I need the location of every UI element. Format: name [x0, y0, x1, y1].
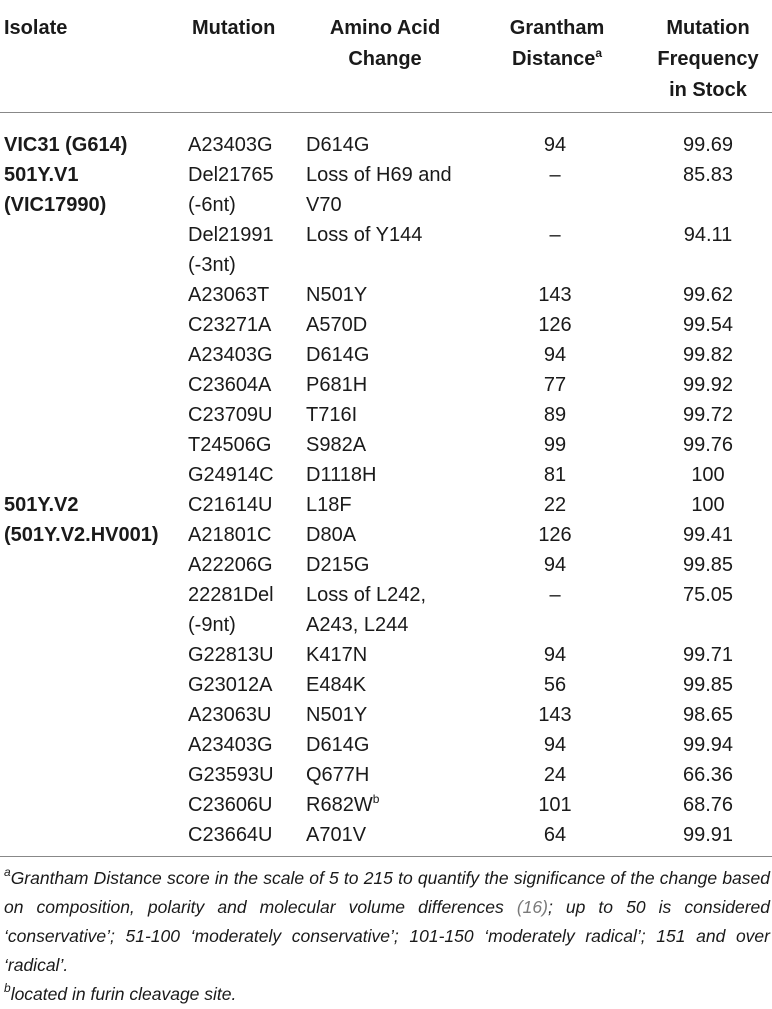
cell-amino-acid-change-text: L18F [306, 494, 352, 516]
cell-grantham-distance [488, 220, 622, 250]
cell-amino-acid-change-line [306, 760, 369, 790]
cell-amino-acid-change [306, 130, 369, 160]
cell-amino-acid-change [306, 670, 366, 700]
header-mf-line3: in Stock [669, 79, 747, 101]
cell-mutation-frequency [648, 520, 768, 550]
cell-mutation-frequency-line: 99.94 [682, 734, 734, 756]
cell-mutation-frequency-line: 99.82 [682, 344, 734, 366]
cell-amino-acid-change-text: T716I [306, 404, 358, 426]
cell-mutation [188, 160, 274, 220]
cell-mutation-line: A21801C [188, 524, 272, 546]
cell-amino-acid-change [306, 790, 379, 820]
cell-amino-acid-change [306, 820, 366, 850]
cell-grantham-distance-line: 94 [543, 554, 567, 576]
cell-mutation-line: (-3nt) [188, 254, 236, 276]
cell-mutation-frequency [648, 160, 768, 190]
cell-amino-acid-change [306, 760, 369, 790]
cell-mutation [188, 640, 274, 670]
cell-grantham-distance [488, 460, 622, 490]
table-header [0, 0, 772, 113]
cell-grantham-distance [488, 550, 622, 580]
cell-mutation-frequency-line: 99.41 [682, 524, 734, 546]
cell-mutation-line: A23063U [188, 704, 272, 726]
cell-amino-acid-change-text: Loss of Y144 [306, 224, 423, 246]
cell-mutation-frequency-line: 99.69 [682, 134, 734, 156]
header-gd-text: Distance [511, 48, 596, 70]
cell-amino-acid-change [306, 520, 356, 550]
cell-amino-acid-change-line [306, 400, 357, 430]
cell-mutation-line: Del21765 [188, 164, 274, 186]
cell-mutation-frequency [648, 730, 768, 760]
cell-amino-acid-change-line: V70 [306, 194, 342, 216]
cell-mutation-frequency [648, 370, 768, 400]
cell-grantham-distance-line: 24 [543, 764, 567, 786]
cell-grantham-distance [488, 130, 622, 160]
cell-mutation-frequency-line: 99.85 [682, 674, 734, 696]
cell-mutation-line: G23593U [188, 764, 274, 786]
cell-amino-acid-change-line [306, 520, 356, 550]
cell-mutation-line: G22813U [188, 644, 274, 666]
cell-mutation [188, 460, 274, 490]
cell-mutation-frequency [648, 790, 768, 820]
cell-grantham-distance [488, 790, 622, 820]
cell-amino-acid-change [306, 460, 376, 490]
cell-amino-acid-change-line [306, 790, 379, 820]
cell-amino-acid-change-text: D614G [306, 344, 370, 366]
cell-isolate [4, 130, 127, 160]
cell-isolate [4, 160, 106, 220]
cell-mutation-frequency-line: 99.62 [682, 284, 734, 306]
cell-mutation [188, 130, 273, 160]
cell-grantham-distance [488, 160, 622, 190]
cell-mutation-frequency-line: 66.36 [682, 764, 734, 786]
cell-isolate [4, 490, 159, 550]
cell-grantham-distance [488, 670, 622, 700]
cell-mutation-frequency [648, 670, 768, 700]
cell-amino-acid-change [306, 370, 367, 400]
cell-amino-acid-change-text: P681H [306, 374, 368, 396]
cell-mutation-frequency [648, 640, 768, 670]
cell-mutation-frequency [648, 490, 768, 520]
cell-mutation-line: C21614U [188, 494, 273, 516]
cell-mutation-line: (-9nt) [188, 614, 236, 636]
cell-isolate-line: 501Y.V2 [4, 494, 79, 516]
cell-grantham-distance-line: 143 [538, 284, 572, 306]
cell-isolate-line: (501Y.V2.HV001) [4, 524, 159, 546]
cell-mutation [188, 520, 271, 550]
cell-mutation-line: C23606U [188, 794, 273, 816]
cell-mutation-frequency-line: 99.91 [682, 824, 734, 846]
cell-grantham-distance [488, 640, 622, 670]
cell-amino-acid-change [306, 400, 357, 430]
cell-mutation-line: C23271A [188, 314, 272, 336]
header-aa-line2: Change [348, 48, 422, 70]
cell-mutation-frequency-line: 99.92 [682, 374, 734, 396]
cell-amino-acid-change [306, 580, 426, 640]
cell-grantham-distance [488, 580, 622, 610]
cell-amino-acid-change-text: R682W [306, 794, 373, 816]
header-grantham-distance [488, 13, 626, 75]
cell-grantham-distance [488, 520, 622, 550]
cell-amino-acid-change-text: N501Y [306, 704, 368, 726]
footnote-a-marker: a [4, 865, 11, 879]
cell-grantham-distance-line: 94 [543, 644, 567, 666]
cell-grantham-distance-line: 126 [538, 314, 572, 336]
cell-grantham-distance-line: 99 [543, 434, 567, 456]
cell-grantham-distance-line: 77 [543, 374, 567, 396]
cell-amino-acid-change-text: E484K [306, 674, 367, 696]
cell-grantham-distance-line: 94 [543, 134, 567, 156]
cell-amino-acid-change [306, 280, 367, 310]
cell-grantham-distance-line: 143 [538, 704, 572, 726]
cell-mutation-frequency-line: 85.83 [682, 164, 734, 186]
cell-amino-acid-change [306, 310, 367, 340]
cell-amino-acid-change-line [306, 220, 422, 250]
cell-mutation-frequency-line: 100 [691, 494, 725, 516]
cell-grantham-distance [488, 490, 622, 520]
cell-mutation-line: C23709U [188, 404, 273, 426]
cell-amino-acid-change-text: Loss of L242, [306, 584, 427, 606]
cell-amino-acid-change-line [306, 160, 452, 190]
cell-amino-acid-change [306, 490, 352, 520]
cell-grantham-distance-line: – [549, 164, 561, 186]
cell-mutation-line: A23403G [188, 734, 273, 756]
cell-mutation [188, 670, 273, 700]
footnote-b-text: located in furin cleavage site. [10, 984, 237, 1004]
header-gd-line2 [488, 44, 626, 75]
cell-mutation [188, 700, 271, 730]
cell-amino-acid-change-line [306, 370, 367, 400]
cell-amino-acid-change-text: A701V [306, 824, 367, 846]
cell-mutation-frequency-line: 75.05 [682, 584, 734, 606]
header-mutation-frequency [648, 13, 768, 106]
cell-mutation-frequency [648, 280, 768, 310]
cell-mutation [188, 820, 273, 850]
cell-mutation-frequency-line: 100 [691, 464, 725, 486]
cell-amino-acid-change [306, 340, 369, 370]
cell-amino-acid-change-line [306, 640, 367, 670]
cell-grantham-distance-line: 64 [543, 824, 567, 846]
cell-amino-acid-change-text: Loss of H69 and [306, 164, 452, 186]
cell-mutation-line: C23604A [188, 374, 272, 396]
cell-amino-acid-change-line [306, 310, 367, 340]
cell-amino-acid-change-line [306, 820, 366, 850]
footnote-a-text: Grantham Distance score in the scale of 5 to 215 to quantify the significance of the change based on composition, polarity and molecular volume differences [4, 868, 770, 917]
cell-grantham-distance-line: 56 [543, 674, 567, 696]
cell-mutation-line: T24506G [188, 434, 272, 456]
cell-amino-acid-change [306, 730, 369, 760]
cell-mutation-frequency-line: 94.11 [683, 224, 733, 246]
cell-mutation [188, 580, 274, 640]
header-mf-line1: Mutation [666, 17, 750, 39]
cell-grantham-distance-line: – [549, 584, 561, 606]
footnotes [4, 864, 770, 1009]
cell-mutation [188, 490, 273, 520]
cell-grantham-distance-line: 81 [543, 464, 567, 486]
cell-amino-acid-change-text: K417N [306, 644, 368, 666]
cell-mutation-line: A23403G [188, 344, 273, 366]
cell-amino-acid-change-line [306, 490, 352, 520]
cell-grantham-distance [488, 820, 622, 850]
cell-amino-acid-change [306, 160, 452, 220]
footnote-a [4, 864, 770, 980]
cell-mutation-frequency [648, 340, 768, 370]
cell-mutation [188, 220, 274, 280]
footnote-a-reference-link[interactable]: (16) [516, 897, 548, 917]
cell-amino-acid-change-line [306, 340, 369, 370]
cell-mutation-frequency [648, 220, 768, 250]
cell-mutation-frequency [648, 400, 768, 430]
cell-mutation [188, 310, 271, 340]
cell-mutation [188, 340, 273, 370]
footnote-b-marker: b [4, 981, 11, 995]
cell-mutation-line: G23012A [188, 674, 273, 696]
cell-amino-acid-change-footnote-marker: b [372, 792, 380, 806]
cell-amino-acid-change-line [306, 580, 426, 610]
header-mutation: Mutation [192, 17, 276, 39]
cell-mutation-frequency-line: 99.85 [682, 554, 734, 576]
header-gd-footnote-marker: a [595, 46, 603, 60]
cell-amino-acid-change-text: Q677H [306, 764, 370, 786]
cell-amino-acid-change-text: S982A [306, 434, 367, 456]
cell-amino-acid-change-line [306, 730, 369, 760]
cell-amino-acid-change-text: A570D [306, 314, 368, 336]
cell-mutation-frequency-line: 99.71 [682, 644, 734, 666]
cell-amino-acid-change-text: D215G [306, 554, 370, 576]
cell-grantham-distance [488, 280, 622, 310]
cell-mutation-frequency-line: 99.72 [682, 404, 734, 426]
header-gd-line1: Grantham [509, 17, 605, 39]
cell-amino-acid-change-line [306, 460, 376, 490]
cell-amino-acid-change [306, 550, 369, 580]
cell-mutation-frequency [648, 700, 768, 730]
cell-grantham-distance-line: – [549, 224, 561, 246]
cell-grantham-distance [488, 370, 622, 400]
cell-grantham-distance [488, 400, 622, 430]
cell-mutation [188, 730, 273, 760]
cell-grantham-distance-line: 101 [538, 794, 572, 816]
cell-mutation [188, 790, 273, 820]
cell-amino-acid-change-text: D80A [306, 524, 357, 546]
cell-mutation-frequency-line: 98.65 [682, 704, 734, 726]
cell-amino-acid-change-text: N501Y [306, 284, 368, 306]
cell-isolate-line: (VIC17990) [4, 194, 107, 216]
cell-mutation-line: G24914C [188, 464, 274, 486]
cell-mutation [188, 550, 273, 580]
cell-mutation-frequency [648, 550, 768, 580]
cell-grantham-distance [488, 760, 622, 790]
cell-amino-acid-change-text: D614G [306, 134, 370, 156]
header-mf-line2: Frequency [657, 48, 759, 70]
cell-isolate-line: 501Y.V1 [4, 164, 79, 186]
cell-mutation-line: 22281Del [188, 584, 274, 606]
cell-mutation [188, 430, 271, 460]
cell-mutation-frequency [648, 580, 768, 610]
cell-mutation [188, 280, 269, 310]
cell-mutation-frequency [648, 130, 768, 160]
cell-amino-acid-change-line [306, 430, 366, 460]
cell-mutation-line: A23403G [188, 134, 273, 156]
cell-mutation [188, 370, 271, 400]
cell-amino-acid-change-line [306, 130, 369, 160]
cell-mutation-frequency-line: 68.76 [682, 794, 734, 816]
cell-amino-acid-change-text: D1118H [306, 464, 377, 486]
cell-grantham-distance [488, 700, 622, 730]
cell-mutation-frequency [648, 310, 768, 340]
cell-mutation-line: C23664U [188, 824, 273, 846]
cell-mutation-frequency-line: 99.76 [682, 434, 734, 456]
cell-amino-acid-change-line [306, 280, 367, 310]
cell-mutation-frequency-line: 99.54 [682, 314, 734, 336]
cell-mutation-frequency [648, 460, 768, 490]
cell-grantham-distance [488, 310, 622, 340]
cell-amino-acid-change [306, 220, 422, 250]
cell-mutation-frequency [648, 760, 768, 790]
footnote-b [4, 980, 770, 1009]
cell-amino-acid-change-line [306, 700, 367, 730]
header-aa-line1: Amino Acid [329, 17, 441, 39]
header-amino-acid-change [306, 13, 464, 75]
cell-mutation-line: Del21991 [188, 224, 274, 246]
cell-amino-acid-change [306, 640, 367, 670]
cell-grantham-distance-line: 22 [543, 494, 567, 516]
cell-amino-acid-change [306, 430, 366, 460]
header-isolate: Isolate [4, 17, 68, 39]
cell-mutation-line: A22206G [188, 554, 273, 576]
cell-mutation-frequency [648, 820, 768, 850]
cell-grantham-distance [488, 340, 622, 370]
cell-grantham-distance [488, 730, 622, 760]
cell-grantham-distance-line: 89 [543, 404, 567, 426]
cell-mutation-line: (-6nt) [188, 194, 236, 216]
cell-mutation [188, 760, 274, 790]
cell-mutation-frequency [648, 430, 768, 460]
cell-grantham-distance [488, 430, 622, 460]
footer-divider [0, 856, 772, 857]
footnote-a-text-end: ; up to 50 is considered ‘conservative’; 51-100 ‘moderately conservative’; 101-150 ‘moderately radical’; 151 and over ‘radical’. [4, 897, 771, 975]
cell-amino-acid-change-line: A243, L244 [306, 614, 409, 636]
cell-amino-acid-change-line [306, 670, 366, 700]
cell-amino-acid-change-line [306, 550, 369, 580]
cell-mutation [188, 400, 273, 430]
cell-grantham-distance-line: 126 [538, 524, 572, 546]
cell-amino-acid-change-text: D614G [306, 734, 370, 756]
cell-grantham-distance-line: 94 [543, 734, 567, 756]
cell-amino-acid-change [306, 700, 367, 730]
cell-grantham-distance-line: 94 [543, 344, 567, 366]
cell-mutation-line: A23063T [188, 284, 270, 306]
cell-isolate-line: VIC31 (G614) [4, 134, 128, 156]
